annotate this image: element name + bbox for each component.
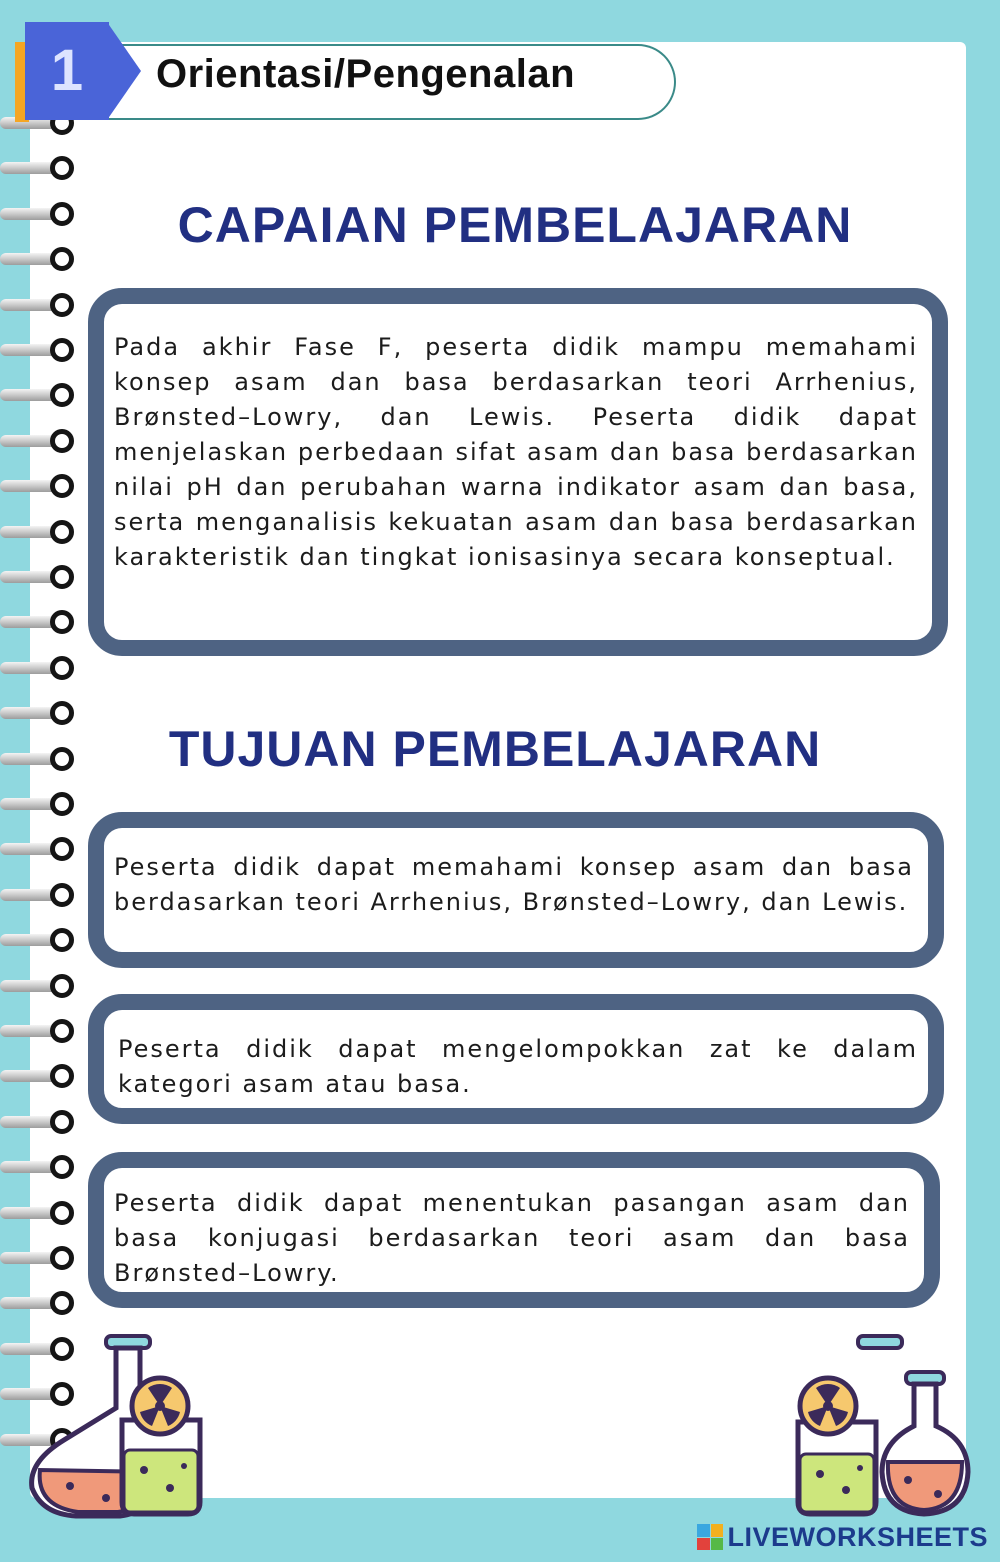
spiral-ring	[0, 609, 80, 635]
spiral-ring	[0, 428, 80, 454]
spiral-ring	[0, 473, 80, 499]
lab-flasks-illustration-left	[18, 1330, 218, 1520]
spiral-ring	[0, 655, 80, 681]
radiation-icon	[800, 1378, 856, 1434]
capaian-text: Pada akhir Fase F, peserta didik mampu memahami konsep asam dan basa berdasarkan teori Arrhenius, Brønsted–Lowry, dan Lewis. Peserta didik dapat menjelaskan perbedaan sifat asam dan basa berdasarkan nilai pH dan perubahan warna indikator asam dan basa, serta menganalisis kekuatan asam dan basa berdasarkan karakteristik dan tingkat ionisasinya secara konseptual.	[114, 333, 918, 571]
spiral-ring	[0, 927, 80, 953]
radiation-icon	[132, 1378, 188, 1434]
spiral-ring	[0, 337, 80, 363]
spiral-ring	[0, 973, 80, 999]
spiral-ring	[0, 246, 80, 272]
spiral-ring	[0, 1245, 80, 1271]
capaian-heading: CAPAIAN PEMBELAJARAN	[177, 197, 853, 253]
spiral-ring	[0, 201, 80, 227]
spiral-ring	[0, 1018, 80, 1044]
tujuan-item-2: Peserta didik dapat mengelompokkan zat ke dalam kategori asam atau basa.	[118, 1035, 918, 1098]
spiral-ring	[0, 791, 80, 817]
tujuan-box-1	[88, 812, 944, 968]
spiral-ring	[0, 382, 80, 408]
tujuan-box-3	[88, 1152, 940, 1308]
spiral-ring	[0, 564, 80, 590]
header-title: Orientasi/Pengenalan	[156, 52, 576, 96]
tujuan-item-1: Peserta didik dapat memahami konsep asam dan basa berdasarkan teori Arrhenius, Brønsted–Lowry, dan Lewis.	[114, 853, 914, 916]
capaian-box	[88, 288, 948, 656]
logo-text: LIVEWORKSHEETS	[727, 1521, 988, 1552]
liveworksheets-logo-icon	[697, 1524, 723, 1550]
lab-flasks-illustration-right	[790, 1330, 980, 1520]
spiral-ring	[0, 155, 80, 181]
tab-arrow	[107, 22, 141, 120]
spiral-ring	[0, 746, 80, 772]
spiral-ring	[0, 292, 80, 318]
spiral-ring	[0, 1154, 80, 1180]
tujuan-heading: TUJUAN PEMBELAJARAN	[168, 721, 822, 777]
spiral-ring	[0, 519, 80, 545]
spiral-ring	[0, 1063, 80, 1089]
liveworksheets-logo	[697, 1522, 988, 1552]
section-number: 1	[25, 22, 109, 120]
beaker-icon	[798, 1422, 876, 1514]
tujuan-item-3: Peserta didik dapat menentukan pasangan asam dan basa konjugasi berdasarkan teori asam dan basa Brønsted–Lowry.	[114, 1189, 910, 1287]
spiral-ring	[0, 836, 80, 862]
spiral-ring	[0, 1109, 80, 1135]
tujuan-box-2	[88, 994, 944, 1124]
spiral-ring	[0, 882, 80, 908]
section-number-tab	[15, 22, 135, 120]
spiral-ring	[0, 1290, 80, 1316]
spiral-ring	[0, 1200, 80, 1226]
spiral-ring	[0, 700, 80, 726]
